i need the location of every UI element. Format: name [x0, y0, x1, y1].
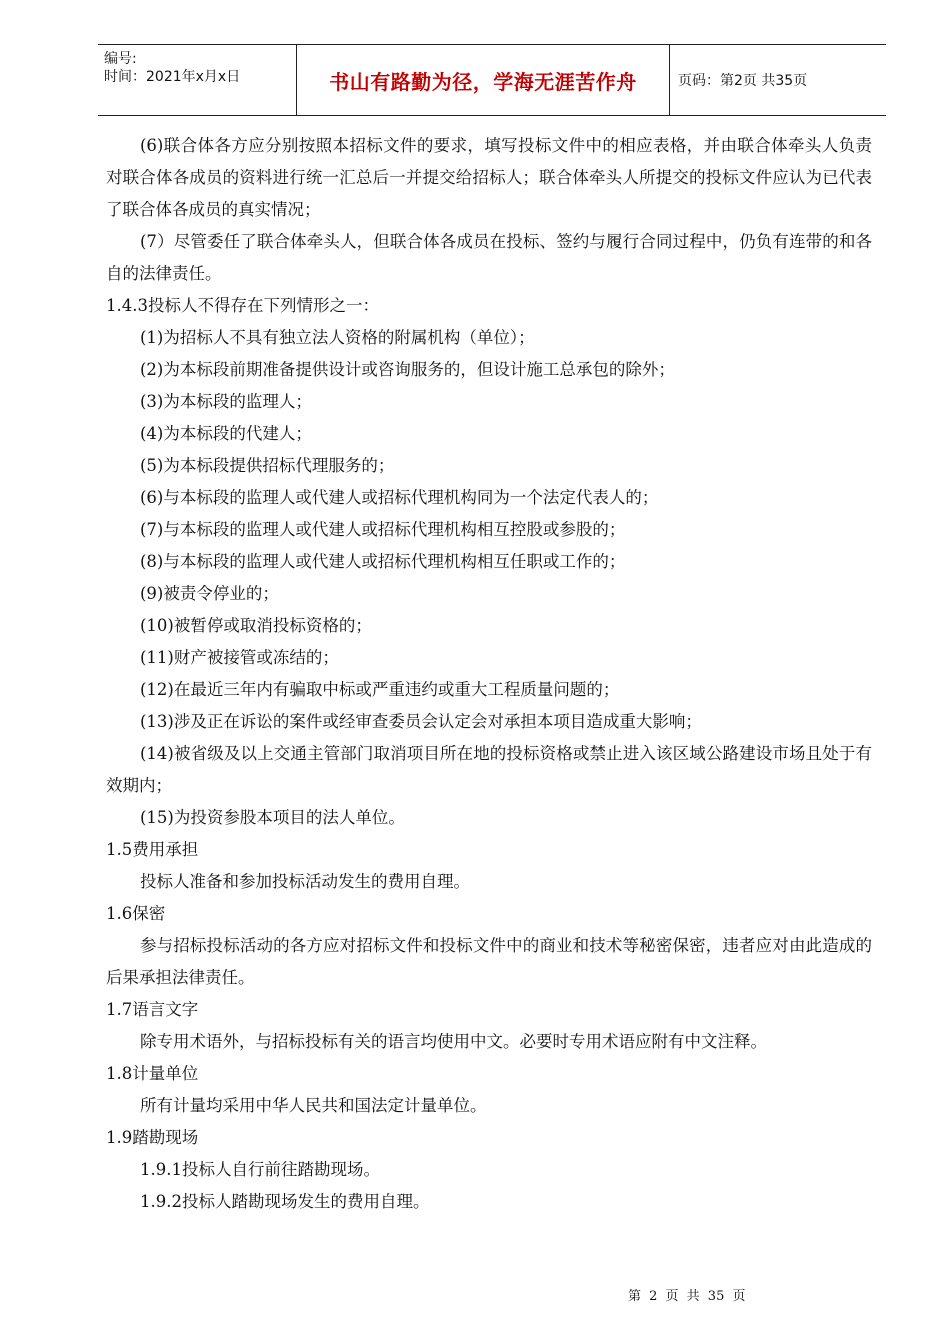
document-time-label: 时间：2021年x月x日: [104, 69, 241, 85]
list-item: (10)被暂停或取消投标资格的；: [140, 616, 372, 635]
subsection-item: 1.9.2投标人踏勘现场发生的费用自理。: [140, 1192, 430, 1211]
list-item: (8)与本标段的监理人或代建人或招标代理机构相互任职或工作的；: [140, 552, 626, 571]
paragraph: 投标人准备和参加投标活动发生的费用自理。: [140, 872, 470, 891]
list-item: (9)被责令停业的；: [140, 584, 279, 603]
list-item: (2)为本标段前期准备提供设计或咨询服务的，但设计施工总承包的除外；: [140, 360, 675, 379]
section-heading: 1.6保密: [106, 904, 166, 923]
list-item: (5)为本标段提供招标代理服务的；: [140, 456, 395, 475]
paragraph: 除专用术语外，与招标投标有关的语言均使用中文。必要时专用术语应附有中文注释。: [140, 1032, 767, 1051]
subsection-item: 1.9.1投标人自行前往踏勘现场。: [140, 1160, 380, 1179]
header-page-cell: [678, 45, 886, 115]
section-heading: 1.9踏勘现场: [106, 1128, 199, 1147]
header-motto-cell: [297, 45, 670, 115]
list-item: (13)涉及正在诉讼的案件或经审查委员会认定会对承担本项目造成重大影响；: [140, 712, 702, 731]
document-code-label: 编号:: [104, 51, 137, 67]
list-item: (11)财产被接管或冻结的；: [140, 648, 339, 667]
paragraph: 参与招标投标活动的各方应对招标文件和投标文件中的商业和技术等秘密保密，违者应对由此造成的后果承担法律责任。: [106, 936, 872, 987]
paragraph: 所有计量均采用中华人民共和国法定计量单位。: [140, 1096, 487, 1115]
paragraph: (7）尽管委任了联合体牵头人，但联合体各成员在投标、签约与履行合同过程中，仍负有连带的和各自的法律责任。: [106, 232, 872, 283]
list-item: (14)被省级及以上交通主管部门取消项目所在地的投标资格或禁止进入该区域公路建设市场且处于有效期内；: [106, 744, 872, 795]
list-item: (4)为本标段的代建人；: [140, 424, 312, 443]
list-item: (6)与本标段的监理人或代建人或招标代理机构同为一个法定代表人的；: [140, 488, 659, 507]
header-motto: 书山有路勤为径，学海无涯苦作舟: [329, 69, 637, 94]
document-body: [106, 130, 872, 1218]
list-item: (15)为投资参股本项目的法人单位。: [140, 808, 405, 827]
header-page-number: 页码：第2页 共35页: [678, 73, 808, 89]
list-item: (12)在最近三年内有骗取中标或严重违约或重大工程质量问题的；: [140, 680, 620, 699]
list-item: (7)与本标段的监理人或代建人或招标代理机构相互控股或参股的；: [140, 520, 626, 539]
section-heading: 1.5费用承担: [106, 840, 199, 859]
page-header: [98, 44, 886, 116]
header-meta: [98, 45, 297, 115]
page-footer: 第 2 页 共 35 页: [628, 1289, 746, 1304]
list-item: (3)为本标段的监理人；: [140, 392, 312, 411]
paragraph: (6)联合体各方应分别按照本招标文件的要求，填写投标文件中的相应表格，并由联合体牵头人负责对联合体各成员的资料进行统一汇总后一并提交给招标人；联合体牵头人所提交的投标文件应认为已代表了联合体各成员的真实情况；: [106, 136, 872, 219]
section-heading: 1.7语言文字: [106, 1000, 199, 1019]
section-heading: 1.4.3投标人不得存在下列情形之一：: [106, 296, 379, 315]
list-item: (1)为招标人不具有独立法人资格的附属机构（单位）；: [140, 328, 535, 347]
section-heading: 1.8计量单位: [106, 1064, 199, 1083]
